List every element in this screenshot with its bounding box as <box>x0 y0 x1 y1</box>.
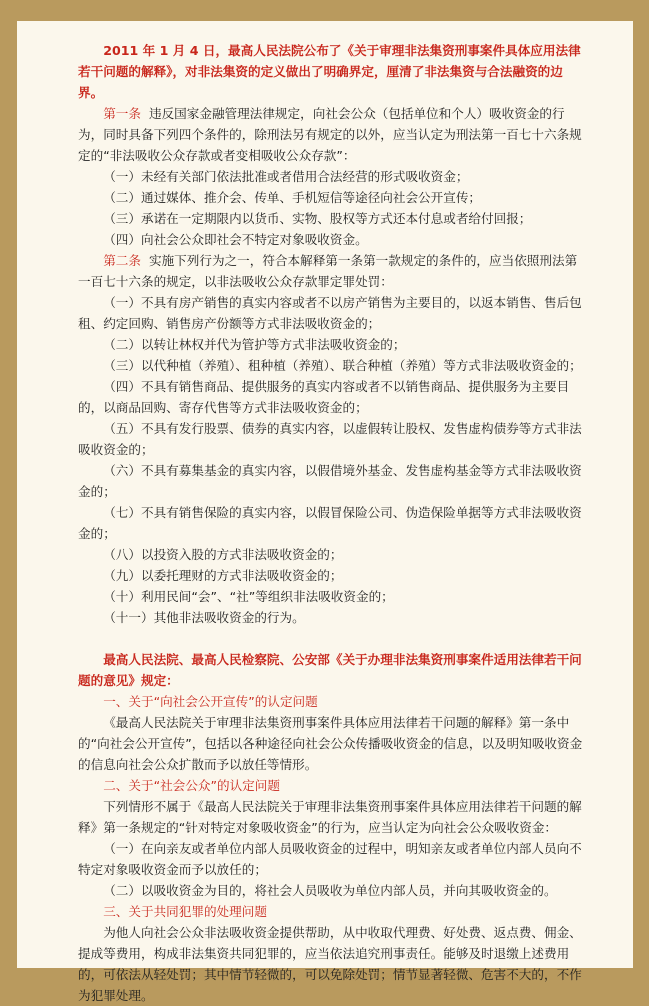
subsection-2-text: 下列情形不属于《最高人民法院关于审理非法集资刑事案件具体应用法律若干问题的解释》第一条规定的“针对特定对象吸收资金”的行为，应当认定为向社会公众吸收资金： <box>78 799 582 835</box>
article-2-item: （五）不具有发行股票、债券的真实内容，以虚假转让股权、发售虚构债券等方式非法吸收资金的； <box>78 421 582 457</box>
article-1-text: 违反国家金融管理法律规定，向社会公众（包括单位和个人）吸收资金的行为，同时具备下列四个条件的，除刑法另有规定的以外，应当认定为刑法第一百七十六条规定的“非法吸收公众存款或者变相吸收公众存款”： <box>78 106 582 163</box>
article-2-label: 第二条 <box>103 253 141 268</box>
subsection-1-title: 一、关于“向社会公开宣传”的认定问题 <box>103 694 318 709</box>
subsection-2-item: （二）以吸收资金为目的，将社会人员吸收为单位内部人员，并向其吸收资金的。 <box>103 883 557 898</box>
article-1 <box>78 103 584 166</box>
article-2-item: （九）以委托理财的方式非法吸收资金的； <box>103 568 343 583</box>
article-2-text: 实施下列行为之一，符合本解释第一条第一款规定的条件的，应当依照刑法第一百七十六条的规定，以非法吸收公众存款罪定罪处罚： <box>78 253 578 289</box>
article-2-item: （二）以转让林权并代为管护等方式非法吸收资金的； <box>103 337 406 352</box>
article-1-label: 第一条 <box>103 106 141 121</box>
article-2-item: （十）利用民间“会”、“社”等组织非法吸收资金的； <box>103 589 394 604</box>
article-2-item: （三）以代种植（养殖）、租种植（养殖）、联合种植（养殖）等方式非法吸收资金的； <box>103 358 582 373</box>
section2-heading: 最高人民法院、最高人民检察院、公安部《关于办理非法集资刑事案件适用法律若干问题的意见》规定： <box>78 652 582 688</box>
article-1-item: （一）未经有关部门依法批准或者借用合法经营的形式吸收资金； <box>103 169 469 184</box>
subsection-2-item: （一）在向亲友或者单位内部人员吸收资金的过程中，明知亲友或者单位内部人员向不特定对象吸收资金而予以放任的； <box>78 841 582 877</box>
subsection-2-title: 二、关于“社会公众”的认定问题 <box>103 778 280 793</box>
subsection-3-text: 为他人向社会公众非法吸收资金提供帮助，从中收取代理费、好处费、返点费、佣金、提成等费用，构成非法集资共同犯罪的，应当依法追究刑事责任。能够及时退缴上述费用的，可依法从轻处罚；其中情节轻微的，可以免除处罚；情节显著轻微、危害不大的，不作为犯罪处理。 <box>78 925 582 1003</box>
section1-heading: 2011 年 1 月 4 日，最高人民法院公布了《关于审理非法集资刑事案件具体应用法律若干问题的解释》，对非法集资的定义做出了明确界定，厘清了非法集资与合法融资的边界。 <box>78 43 581 100</box>
subsection-1-text: 《最高人民法院关于审理非法集资刑事案件具体应用法律若干问题的解释》第一条中的“向社会公开宣传”，包括以各种途径向社会公众传播吸收资金的信息，以及明知吸收资金的信息向社会公众扩散而予以放任等情形。 <box>78 715 583 772</box>
subsection-3-title: 三、关于共同犯罪的处理问题 <box>103 904 267 919</box>
article-1-item: （三）承诺在一定期限内以货币、实物、股权等方式还本付息或者给付回报； <box>103 211 532 226</box>
article-1-item: （二）通过媒体、推介会、传单、手机短信等途径向社会公开宣传； <box>103 190 481 205</box>
section-spacer <box>78 628 584 649</box>
article-2-item: （四）不具有销售商品、提供服务的真实内容或者不以销售商品、提供服务为主要目的，以商品回购、寄存代售等方式非法吸收资金的； <box>78 379 570 415</box>
article-2-item: （八）以投资入股的方式非法吸收资金的； <box>103 547 343 562</box>
article-2-item: （一）不具有房产销售的真实内容或者不以房产销售为主要目的，以返本销售、售后包租、约定回购、销售房产份额等方式非法吸收资金的； <box>78 295 582 331</box>
article-2 <box>78 250 584 292</box>
document-content <box>78 40 584 1006</box>
article-1-item: （四）向社会公众即社会不特定对象吸收资金。 <box>103 232 368 247</box>
article-2-item: （六）不具有募集基金的真实内容，以假借境外基金、发售虚构基金等方式非法吸收资金的； <box>78 463 582 499</box>
article-2-item: （七）不具有销售保险的真实内容，以假冒保险公司、伪造保险单据等方式非法吸收资金的； <box>78 505 582 541</box>
article-2-item: （十一）其他非法吸收资金的行为。 <box>103 610 305 625</box>
